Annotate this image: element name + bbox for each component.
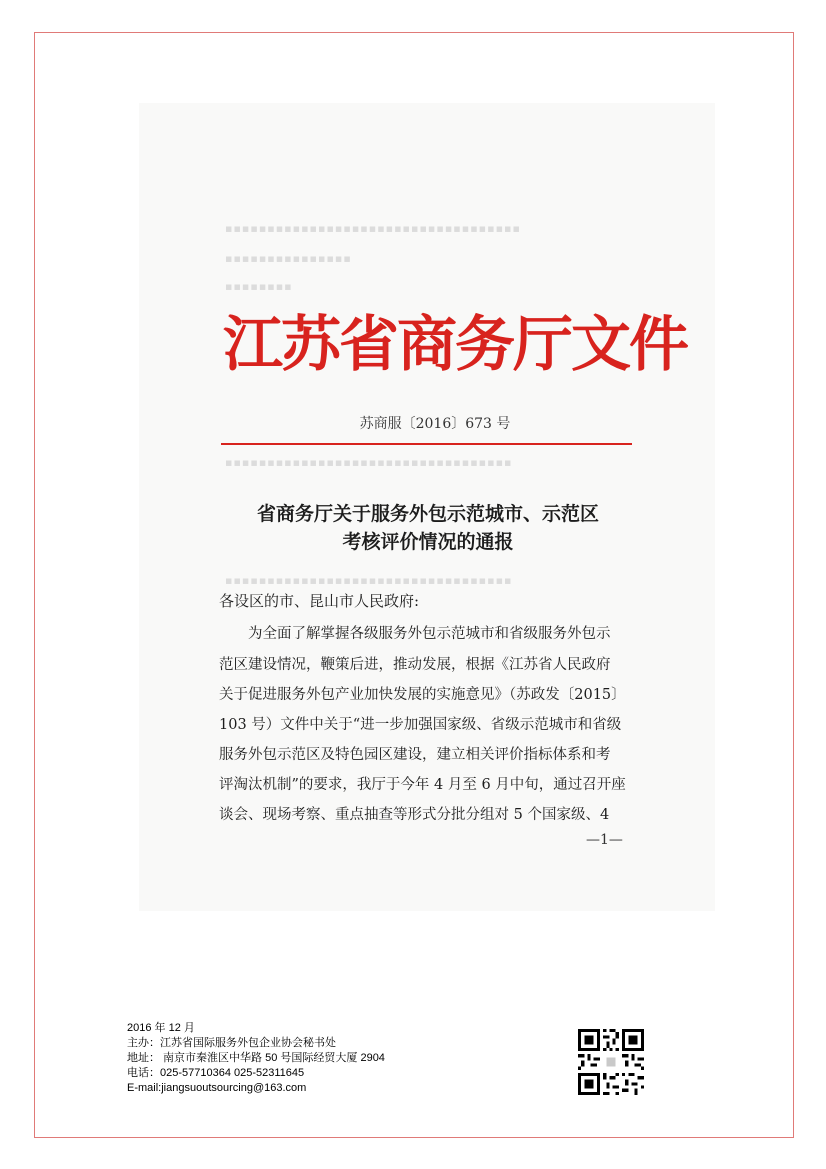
footer-phone: 电话：025-57710364 025-52311645 [127, 1067, 305, 1079]
footer-date: 2016 年 12 月 [127, 1022, 195, 1034]
notice-title-line-1: 省商务厅关于服务外包示范城市、示范区 [256, 503, 599, 525]
body-line: 谈会、现场考察、重点抽查等形式分批分组对 5 个国家级、4 [219, 807, 610, 823]
body-line: 为全面了解掌握各级服务外包示范城市和省级服务外包示 [248, 626, 611, 642]
body-line: 关于促进服务外包产业加快发展的实施意见》（苏政发〔2015〕 [219, 687, 626, 703]
salutation: 各设区的市、昆山市人民政府: [219, 592, 420, 610]
bleed-through-line: ▪▪▪▪▪▪▪▪▪▪▪▪▪▪▪ [225, 252, 352, 265]
body-line: 服务外包示范区及特色园区建设，建立相关评价指标体系和考 [219, 747, 611, 763]
document-banner-title: 江苏省商务厅文件 [223, 310, 687, 380]
bleed-through-line: ▪▪▪▪▪▪▪▪▪▪▪▪▪▪▪▪▪▪▪▪▪▪▪▪▪▪▪▪▪▪▪▪▪▪▪ [225, 222, 521, 235]
footer-address: 地址： 南京市秦淮区中华路 50 号国际经贸大厦 2904 [127, 1052, 385, 1064]
body-line: 评淘汰机制”的要求，我厅于今年 4 月至 6 月中旬，通过召开座 [219, 777, 626, 793]
qr-code-icon [578, 1029, 644, 1095]
body-line: 103 号）文件中关于“进一步加强国家级、省级示范城市和省级 [219, 717, 622, 733]
notice-title-line-2: 考核评价情况的通报 [342, 531, 514, 553]
page-number: —1— [586, 832, 623, 848]
footer-email: E-mail:jiangsuoutsourcing@163.com [127, 1082, 307, 1094]
red-divider [221, 443, 632, 445]
bleed-through-line: ▪▪▪▪▪▪▪▪ [225, 280, 293, 293]
footer-sponsor: 主办：江苏省国际服务外包企业协会秘书处 [127, 1037, 336, 1049]
footer-info [127, 1021, 385, 1096]
bleed-through-line: ▪▪▪▪▪▪▪▪▪▪▪▪▪▪▪▪▪▪▪▪▪▪▪▪▪▪▪▪▪▪▪▪▪▪ [225, 456, 513, 469]
body-line: 范区建设情况，鞭策后进，推动发展，根据《江苏省人民政府 [219, 657, 611, 673]
document-number: 苏商服〔2016〕673 号 [359, 416, 511, 432]
bleed-through-line: ▪▪▪▪▪▪▪▪▪▪▪▪▪▪▪▪▪▪▪▪▪▪▪▪▪▪▪▪▪▪▪▪▪▪ [225, 574, 513, 587]
